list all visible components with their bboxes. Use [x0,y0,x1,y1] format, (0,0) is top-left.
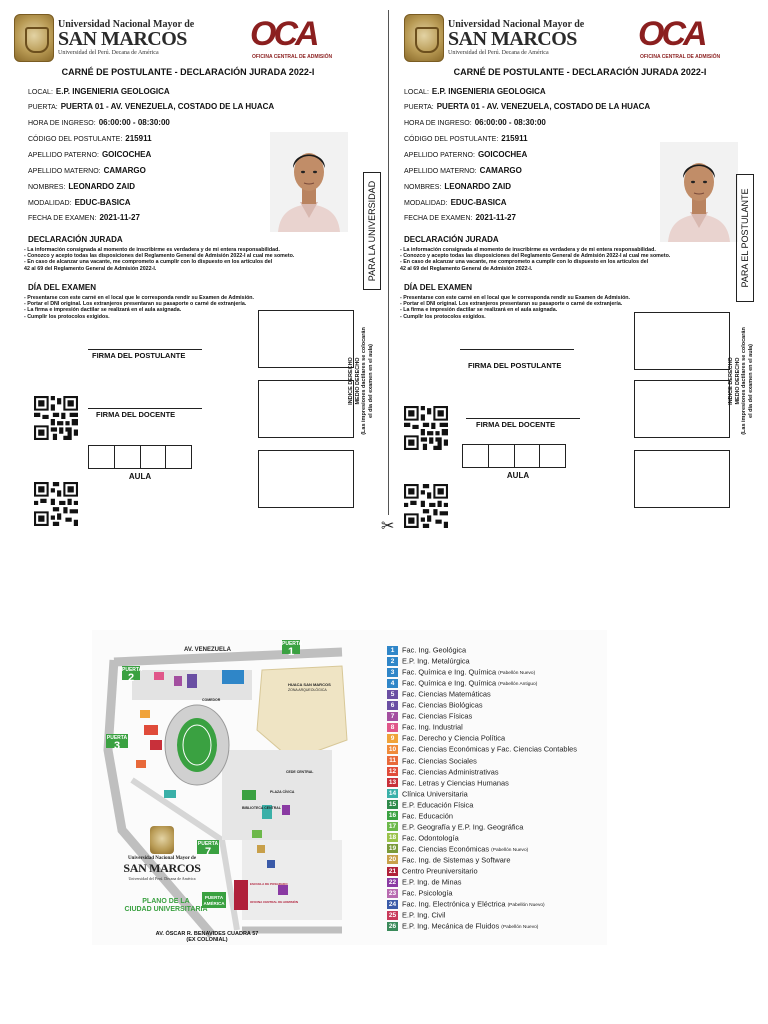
field-label: APELLIDO MATERNO: [28,168,101,175]
unmsm-logo [404,14,585,64]
legend-item [387,778,509,788]
card-para-la-universidad [0,10,384,540]
legend-number: 18 [388,834,397,842]
field-label: CÓDIGO DEL POSTULANTE: [28,136,123,143]
legend-note: (Pabellón Antiguo) [498,682,538,688]
oca-logo [638,15,721,64]
legend-text: Fac. Derecho y Ciencia Política [402,733,506,743]
declaracion-item: 42 al 69 del Reglamento General de Admisión 2022-I. [400,265,533,272]
legend-number: 17 [388,823,397,831]
map-huaca: HUACA SAN MARCOS [288,682,331,687]
legend-text: Fac. Ciencias Sociales [402,756,477,766]
university-name-top: Universidad Nacional Mayor de [58,19,195,30]
field-nombres [404,182,511,191]
field-nombres [28,182,135,191]
gate-number: 1 [287,646,295,658]
map-unmsm-logo [106,826,218,881]
firma-postulante-label: FIRMA DEL POSTULANTE [468,361,562,370]
legend-text: E.P. Educación Física [402,800,474,810]
gate-label: PUERTA [106,735,128,741]
field-label: HORA DE INGRESO: [28,120,96,127]
legend-number: 20 [388,856,397,864]
field-apellido-materno [28,166,146,175]
note-index: INDICE DERECHO [348,357,354,405]
university-tagline: Universidad del Perú. Decana de América [448,50,549,56]
legend-text: Fac. Química e Ing. Química [402,667,497,677]
card-para-el-postulante [384,10,768,540]
legend-number: 26 [388,922,397,930]
aula-label: AULA [128,472,152,481]
declaracion-list [24,247,354,272]
dia-item: - La firma e impresión dactilar se realizará en el aula asignada. [24,307,182,314]
legend-item [387,910,445,920]
card-title: CARNÉ DE POSTULANTE - DECLARACIÓN JURADA 2022-I [61,67,315,77]
firma-docente-label: FIRMA DEL DOCENTE [476,420,556,429]
legend-number: 21 [388,867,397,875]
legend-text: E.P. Geografía y E.P. Ing. Geográfica [402,822,524,832]
note-line1: (Las impresiones dactilares se colocarán [361,327,367,435]
legend-number: 4 [387,679,398,688]
legend-item [387,811,453,821]
declaracion-item: - La información consignada al momento de inscribirme es verdadera y de mi entera responsabilidad. [400,247,656,253]
declaracion-item: - En caso de alcanzar una vacante, me comprometo a cumplir con lo dispuesto en los artículos del [24,259,273,266]
field-value: PUERTA 01 - AV. VENEZUELA, COSTADO DE LA HUACA [60,102,275,111]
plano-line1: PLANO DE LA [142,898,190,905]
firma-docente-label: FIRMA DEL DOCENTE [96,410,176,419]
field-fecha [404,213,516,222]
gate-number: 7 [204,846,212,858]
legend-number: 9 [387,734,398,743]
field-puerta [28,102,274,111]
field-apellido-paterno [28,150,151,159]
university-name-top: Universidad Nacional Mayor de [448,19,585,30]
legend-item [387,756,477,766]
dia-item: - Cumplir los protocolos exigidos. [400,313,486,320]
declaracion-item: - Conozco y acepto todas las disposiciones del Reglamento General de Admisión 2022-I al cual me someto. [24,253,295,260]
oca-letters: OCA [638,15,705,53]
legend-text: Fac. Ciencias Biológicas [402,700,483,710]
street-bottom-line1: AV. ÓSCAR R. BENAVIDES CUADRA 57 [155,931,259,937]
legend-item [387,722,463,732]
legend-number: 13 [388,779,397,787]
applicant-photo-icon [660,142,738,242]
map-university-tagline: Universidad del Perú. Decana de América [128,876,196,881]
field-value: EDUC-BASICA [450,198,507,207]
qr-code-icon [34,482,78,526]
firma-docente-line [466,418,580,419]
legend-number: 10 [388,745,397,753]
legend-number: 19 [388,845,397,853]
map-oca: OFICINA CENTRAL DE ADMISIÓN [250,900,299,904]
legend-item [387,744,577,754]
field-value: PUERTA 01 - AV. VENEZUELA, COSTADO DE LA HUACA [436,102,651,111]
field-value: 06:00:00 - 08:30:00 [474,118,546,127]
legend-text: Fac. Odontología [402,833,459,843]
legend-item [387,800,473,810]
field-label: FECHA DE EXAMEN: [404,215,473,222]
legend-text: Fac. Ciencias Económicas [402,844,490,854]
declaracion-item: 42 al 69 del Reglamento General de Admisión 2022-I. [24,265,157,272]
field-fecha [28,213,140,222]
legend-number: 11 [387,756,398,765]
field-value: E.P. INGENIERIA GEOLOGICA [55,87,170,96]
map-university-top: Universidad Nacional Mayor de [127,856,197,861]
legend-text: Fac. Ing. Electrónica y Eléctrica [402,899,506,909]
legend-text: Fac. Psicología [402,888,453,898]
scissors-icon: ✂ [381,516,395,535]
field-value: 2021-11-27 [99,213,140,222]
plano-line2: CIUDAD UNIVERSITARIA [124,906,208,913]
field-apellido-materno [404,166,522,175]
field-local [404,87,546,96]
fingerprint-note [728,316,754,446]
gate-2 [122,667,143,684]
legend-note: (Pabellón Nuevo) [507,903,545,909]
legend-text: E.P. Ing. Metalúrgica [402,656,470,666]
declaracion-title: DECLARACIÓN JURADA [28,235,123,244]
legend-text: Fac. Química e Ing. Química [402,678,497,688]
dia-item: - Cumplir los protocolos exigidos. [24,313,110,320]
legend-number: 16 [388,812,397,820]
field-label: LOCAL: [28,89,53,96]
side-label-box [736,174,754,302]
legend-item [387,888,453,898]
side-label: PARA EL POSTULANTE [740,188,750,288]
firma-postulante-line [460,349,574,350]
note-line2: el día del examen en el aula) [747,344,754,418]
street-bottom-line2: (EX COLONIAL) [186,937,228,943]
legend-number: 24 [388,900,397,908]
note-line1: (Las impresiones dactilares se colocarán [741,327,747,435]
legend-item [387,789,468,799]
legend-item [387,678,537,688]
map-biblioteca: BIBLIOTECA CENTRAL [242,806,281,810]
gate-number: 2 [127,672,135,684]
field-modalidad [28,198,131,207]
legend-note: (Pabellón Nuevo) [491,847,529,853]
legend-item [387,689,491,699]
field-label: APELLIDO PATERNO: [28,152,99,159]
dia-item: - Portar el DNI original. Los extranjeros presentaran su pasaporte o carné de extranjería. [24,301,247,308]
gate-label: PUERTA [122,667,143,673]
legend-note: (Pabellón Nuevo) [501,925,539,931]
field-label: MODALIDAD: [404,200,448,207]
legend-number: 23 [388,889,397,897]
field-label: FECHA DE EXAMEN: [28,215,97,222]
legend-text: Fac. Ciencias Matemáticas [402,689,491,699]
firma-docente-line [88,408,202,409]
legend-item [387,844,528,854]
gate-label: PUERTA [197,841,219,847]
unmsm-seal-icon [404,14,444,62]
card-title: CARNÉ DE POSTULANTE - DECLARACIÓN JURADA 2022-I [453,67,707,77]
map-street-bottom [152,931,262,943]
legend-item [387,855,510,865]
field-value: LEONARDO ZAID [444,182,512,191]
legend-number: 6 [387,701,398,710]
field-label: APELLIDO MATERNO: [404,168,477,175]
oca-subtitle: OFICINA CENTRAL DE ADMISIÓN [252,54,333,60]
legend-number: 2 [387,657,398,666]
gate-label: PUERTA [282,641,303,647]
gate-number: 3 [113,740,121,752]
legend-text: Centro Preuniversitario [402,866,478,876]
fingerprint-box-extra [258,450,354,508]
dia-title: DÍA DEL EXAMEN [28,283,97,292]
map-posgrado: ESCUELA DE POSGRADO [250,882,288,886]
unmsm-logo [14,14,195,64]
field-value: EDUC-BASICA [74,198,131,207]
legend-text: E.P. Ing. Mecánica de Fluidos [402,921,500,931]
map-street-top: AV. VENEZUELA [184,647,232,653]
field-value: GOICOCHEA [101,150,152,159]
university-name-big: SAN MARCOS [58,28,187,50]
field-value: E.P. INGENIERIA GEOLOGICA [431,87,546,96]
legend-item [387,899,545,909]
legend-item [387,866,478,876]
field-local [28,87,170,96]
field-label: LOCAL: [404,89,429,96]
legend-item [387,767,499,777]
qr-code-icon [34,396,78,440]
declaracion-item: - Conozco y acepto todas las disposiciones del Reglamento General de Admisión 2022-I al cual me someto. [400,253,671,260]
unmsm-seal-icon [14,14,54,62]
qr-code-icon [404,406,448,450]
legend-item [387,822,523,832]
legend-item [387,711,472,721]
legend-text: Clínica Universitaria [402,789,468,799]
legend-number: 1 [387,646,398,655]
field-hora [28,118,170,127]
field-value: 215911 [125,134,152,143]
note-index: INDICE DERECHO [728,357,734,405]
note-line2: el día del examen en el aula) [367,344,374,418]
legend-item [387,877,461,887]
dia-item: - La firma e impresión dactilar se realizará en el aula asignada. [400,307,558,314]
oca-logo [250,15,333,64]
applicant-photo [660,142,738,242]
field-label: HORA DE INGRESO: [404,120,472,127]
legend-number: 15 [388,801,397,809]
side-label-box [363,172,381,290]
legend-note: (Pabellón Nuevo) [498,671,536,677]
legend-text: Fac. Ing. Industrial [402,722,463,732]
legend-item [387,645,466,655]
map-plano-title [124,898,208,914]
field-value: 2021-11-27 [475,213,516,222]
legend-text: Fac. Ciencias Administrativas [402,767,499,777]
legend-text: Fac. Educación [402,811,453,821]
field-value: CAMARGO [103,166,146,175]
fingerprint-box-index [634,312,730,370]
map-comedor: COMEDOR [202,698,221,702]
legend-item [387,733,505,743]
aula-label: AULA [506,471,530,480]
side-label: PARA LA UNIVERSIDAD [367,180,377,282]
field-modalidad [404,198,507,207]
legend-item [387,921,538,931]
declaracion-list [400,247,730,272]
field-label: CÓDIGO DEL POSTULANTE: [404,136,499,143]
legend-number: 25 [388,911,397,919]
qr-code-icon [404,484,448,528]
applicant-photo [270,132,348,232]
field-label: NOMBRES: [404,184,442,191]
declaracion-title: DECLARACIÓN JURADA [404,235,499,244]
university-tagline: Universidad del Perú. Decana de América [58,50,159,56]
firma-postulante-line [88,349,202,350]
fingerprint-box-middle [258,380,354,438]
note-middle: MEDIO DERECHO [354,357,361,405]
field-value: LEONARDO ZAID [68,182,136,191]
field-value: 06:00:00 - 08:30:00 [98,118,170,127]
oca-subtitle: OFICINA CENTRAL DE ADMISIÓN [640,54,721,60]
field-label: PUERTA: [28,104,58,111]
legend-number: 14 [388,790,397,798]
legend-text: Fac. Ing. Geológica [402,645,467,655]
field-label: MODALIDAD: [28,200,72,207]
note-middle: MEDIO DERECHO [734,357,741,405]
fingerprint-box-middle [634,380,730,438]
oca-letters: OCA [250,15,317,53]
field-label: APELLIDO PATERNO: [404,152,475,159]
legend-number: 7 [387,712,398,721]
dia-title: DÍA DEL EXAMEN [404,283,473,292]
dia-item: - Presentarse con este carné en el local que le corresponda rendir su Examen de Admisión. [400,295,631,301]
field-value: 215911 [501,134,528,143]
field-puerta [404,102,650,111]
fingerprint-note-text [728,327,754,435]
field-hora [404,118,546,127]
legend-number: 22 [388,878,397,886]
legend-number: 8 [387,723,398,732]
fingerprint-box-extra [634,450,730,508]
map-cede: CEDE CENTRAL [286,770,314,774]
gate-1 [282,641,303,658]
legend-item [387,656,470,666]
legend-item [387,833,459,843]
declaracion-item: - En caso de alcanzar una vacante, me comprometo a cumplir con lo dispuesto en los artículos del [400,259,649,266]
university-name-big: SAN MARCOS [448,28,577,50]
legend-text: Fac. Ciencias Económicas y Fac. Ciencias Contables [402,744,577,754]
dia-item: - Portar el DNI original. Los extranjeros presentaran su pasaporte o carné de extranjería. [400,301,623,308]
legend-item [387,700,483,710]
fingerprint-note [348,316,374,446]
map-university-big: SAN MARCOS [123,861,201,875]
map-huaca-sub: ZONA ARQUEOLÓGICA [288,688,327,692]
aula-boxes [462,444,566,468]
legend-item [387,667,535,677]
fingerprint-box-index [258,310,354,368]
legend-text: Fac. Ciencias Físicas [402,711,473,721]
map-plaza: PLAZA CÍVICA [270,790,295,794]
fingerprint-note-text [348,327,374,435]
field-value: GOICOCHEA [477,150,528,159]
gate-3 [106,735,128,752]
legend-number: 12 [388,768,397,776]
dia-item: - Presentarse con este carné en el local que le corresponda rendir su Examen de Admisión. [24,295,255,301]
firma-postulante-label: FIRMA DEL POSTULANTE [92,351,186,360]
legend-text: E.P. Ing. Civil [402,910,446,920]
field-codigo [404,134,528,143]
gate-america: PUERTA AMÉRICA [203,895,225,906]
field-codigo [28,134,152,143]
field-label: PUERTA: [404,104,434,111]
declaracion-item: - La información consignada al momento de inscribirme es verdadera y de mi entera responsabilidad. [24,247,280,253]
unmsm-seal-icon [150,826,174,854]
field-value: CAMARGO [479,166,522,175]
field-apellido-paterno [404,150,527,159]
field-label: NOMBRES: [28,184,66,191]
legend-text: Fac. Ing. de Sistemas y Software [402,855,511,865]
legend-text: Fac. Letras y Ciencias Humanas [402,778,509,788]
aula-boxes [88,445,192,469]
applicant-photo-icon [270,132,348,232]
legend-text: E.P. Ing. de Minas [402,877,462,887]
legend-number: 3 [387,668,398,677]
legend-number: 5 [387,690,398,699]
